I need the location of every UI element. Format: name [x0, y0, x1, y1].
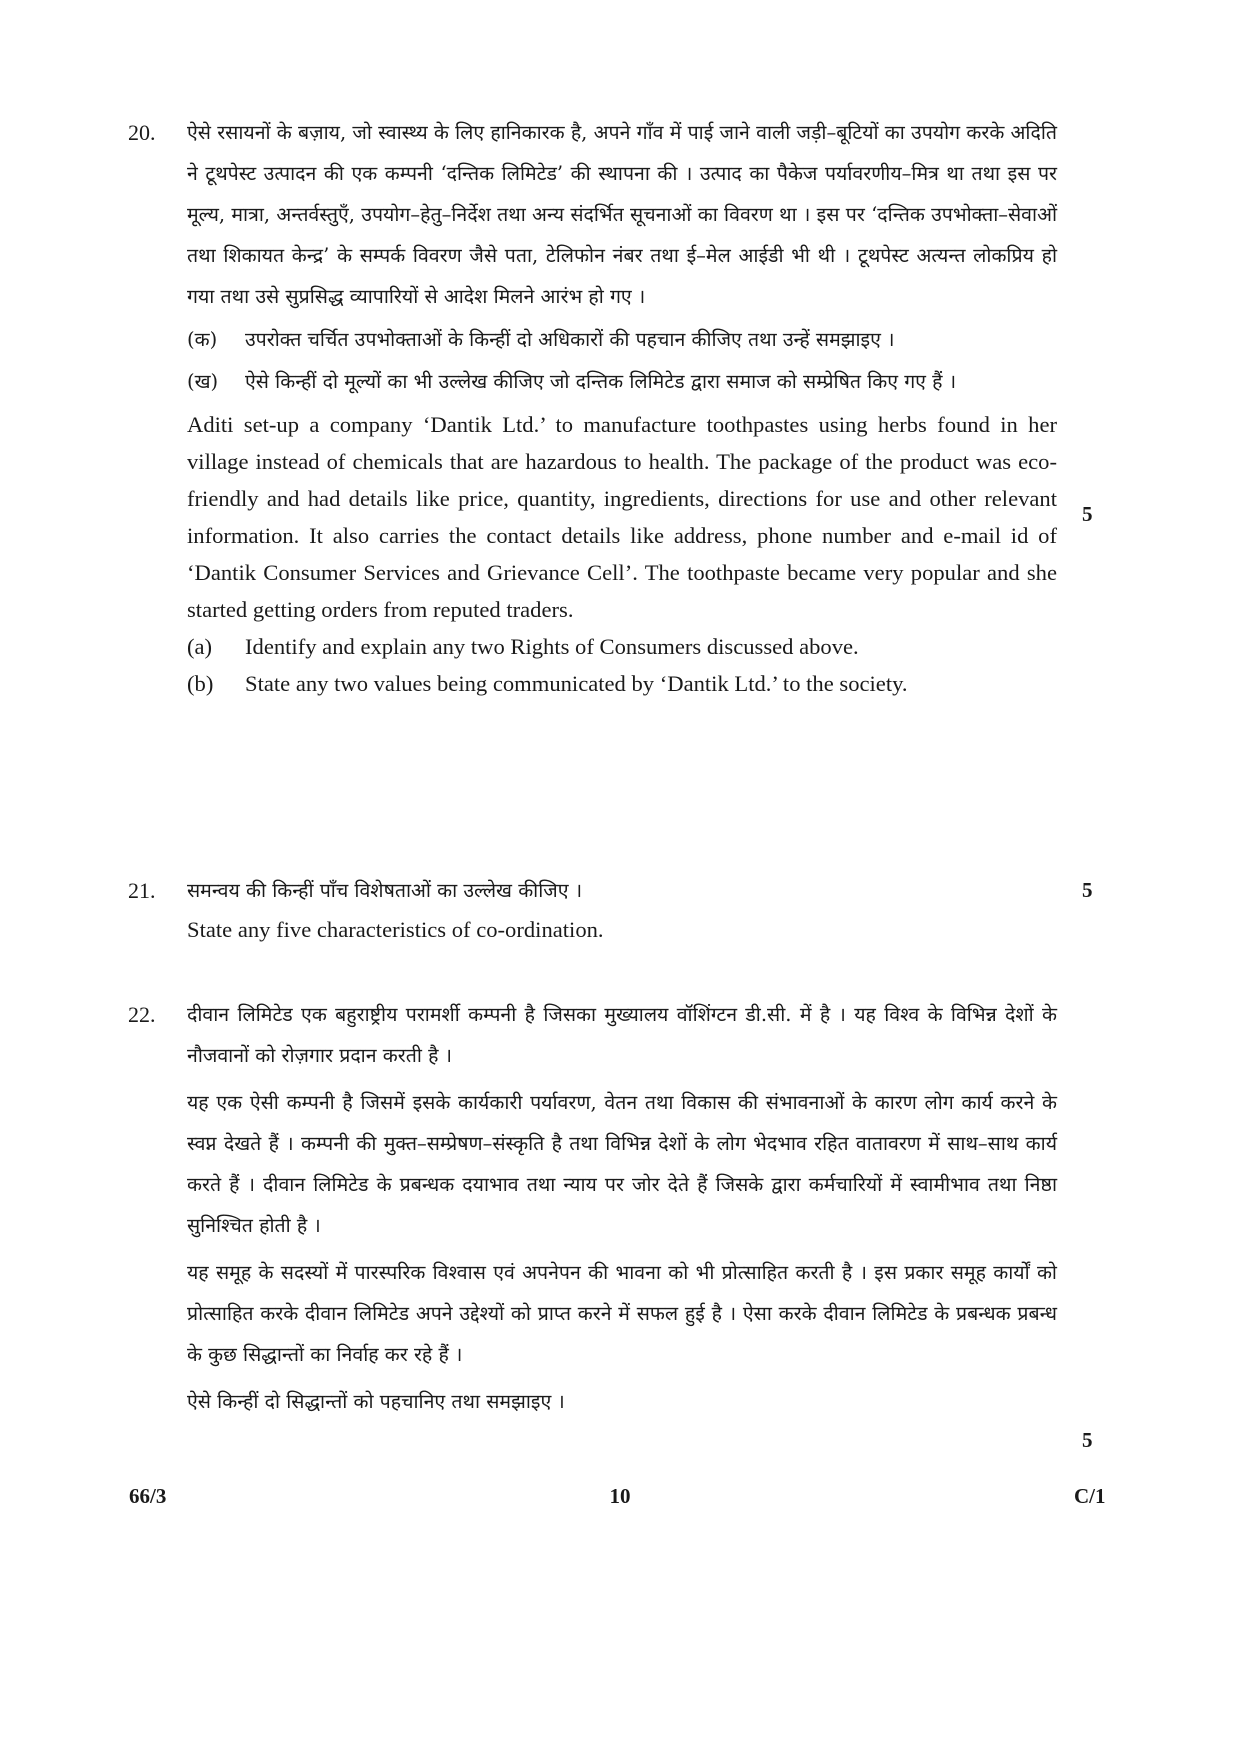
subpart-label: (b): [187, 671, 214, 696]
subpart-text: ऐसे किन्हीं दो मूल्यों का भी उल्लेख कीजिए जो दन्तिक लिमिटेड द्वारा समाज को सम्प्रेषित किए गए हैं ।: [245, 370, 957, 393]
english-subpart-a: [187, 628, 1057, 665]
question-body: [187, 994, 1057, 1422]
page-number: 10: [609, 1484, 631, 1508]
subpart-label: (a): [187, 634, 213, 659]
hindi-subpart-a: [187, 319, 1057, 360]
hindi-question: ऐसे किन्हीं दो सिद्धान्तों को पहचानिए तथा समझाइए ।: [187, 1390, 565, 1413]
hindi-text: समन्वय की किन्हीं पाँच विशेषताओं का उल्लेख कीजिए ।: [187, 879, 583, 902]
english-subpart-b: [187, 665, 1057, 702]
subpart-text: Identify and explain any two Rights of Consumers discussed above.: [245, 634, 859, 659]
subpart-label: (ख): [187, 370, 219, 393]
english-text: State any five characteristics of co-ordination.: [187, 917, 604, 942]
subpart-label: (क): [187, 328, 218, 351]
question-number: 21.: [128, 878, 156, 903]
marks: 5: [1082, 502, 1093, 526]
question-body: [187, 870, 1057, 948]
hindi-paragraph-3: यह समूह के सदस्यों में पारस्परिक विश्वास एवं अपनेपन की भावना को भी प्रोत्साहित करती है । इस प्रकार समूह कार्यों को प्रोत्साहित करके दीवान लिमिटेड अपने उद्देश्यों को प्राप्त करने में सफल हुई है । ऐसा करके दीवान लिमिटेड के प्रबन्धक प्रबन्ध के कुछ सिद्धान्तों का निर्वाह कर रहे हैं ।: [187, 1261, 1057, 1366]
hindi-subpart-b: [187, 361, 1057, 402]
marks: 5: [1082, 878, 1093, 902]
paper-code: 66/3: [129, 1484, 167, 1508]
question-number: 20.: [128, 120, 156, 145]
english-paragraph: Aditi set-up a company ‘Dantik Ltd.’ to manufacture toothpastes using herbs found in her village instead of chemicals that are hazardous to health. The package of the product was eco-friendly and had details like price, quantity, ingredients, directions for use and other relevant information. It also carries the contact details like address, phone number and e-mail id of ‘Dantik Consumer Services and Grievance Cell’. The toothpaste became very popular and she started getting orders from reputed traders.: [187, 412, 1057, 622]
subpart-text: State any two values being communicated by ‘Dantik Ltd.’ to the society.: [245, 671, 908, 696]
subpart-text: उपरोक्त चर्चित उपभोक्ताओं के किन्हीं दो अधिकारों की पहचान कीजिए तथा उन्हें समझाइए ।: [245, 328, 895, 351]
hindi-paragraph: ऐसे रसायनों के बज़ाय, जो स्वास्थ्य के लिए हानिकारक है, अपने गाँव में पाई जाने वाली जड़ी–बूटियों का उपयोग करके अदिति ने टूथपेस्ट उत्पादन की एक कम्पनी ‘दन्तिक लिमिटेड’ की स्थापना की । उत्पाद का पैकेज पर्यावरणीय–मित्र था तथा इस पर मूल्य, मात्रा, अन्तर्वस्तुएँ, उपयोग–हेतु–निर्देश तथा अन्य संदर्भित सूचनाओं का विवरण था । इस पर ‘दन्तिक उपभोक्ता–सेवाओं तथा शिकायत केन्द्र’ के सम्पर्क विवरण जैसे पता, टेलिफोन नंबर तथा ई–मेल आईडी भी थी । टूथपेस्ट अत्यन्त लोकप्रिय हो गया तथा उसे सुप्रसिद्ध व्यापारियों से आदेश मिलने आरंभ हो गए ।: [187, 121, 1057, 308]
marks: 5: [1082, 1428, 1093, 1452]
question-body: [187, 112, 1057, 702]
set-code: C/1: [1074, 1484, 1106, 1508]
hindi-paragraph-1: दीवान लिमिटेड एक बहुराष्ट्रीय परामर्शी कम्पनी है जिसका मुख्यालय वॉशिंग्टन डी.सी. में है । यह विश्व के विभिन्न देशों के नौजवानों को रोज़गार प्रदान करती है ।: [187, 1003, 1057, 1067]
hindi-paragraph-2: यह एक ऐसी कम्पनी है जिसमें इसके कार्यकारी पर्यावरण, वेतन तथा विकास की संभावनाओं के कारण लोग कार्य करने के स्वप्न देखते हैं । कम्पनी की मुक्त–सम्प्रेषण–संस्कृति है तथा विभिन्न देशों के लोग भेदभाव रहित वातावरण में साथ–साथ कार्य करते हैं । दीवान लिमिटेड के प्रबन्धक दयाभाव तथा न्याय पर जोर देते हैं जिसके द्वारा कर्मचारियों में स्वामीभाव तथा निष्ठा सुनिश्चित होती है ।: [187, 1091, 1057, 1237]
question-number: 22.: [128, 1002, 156, 1027]
